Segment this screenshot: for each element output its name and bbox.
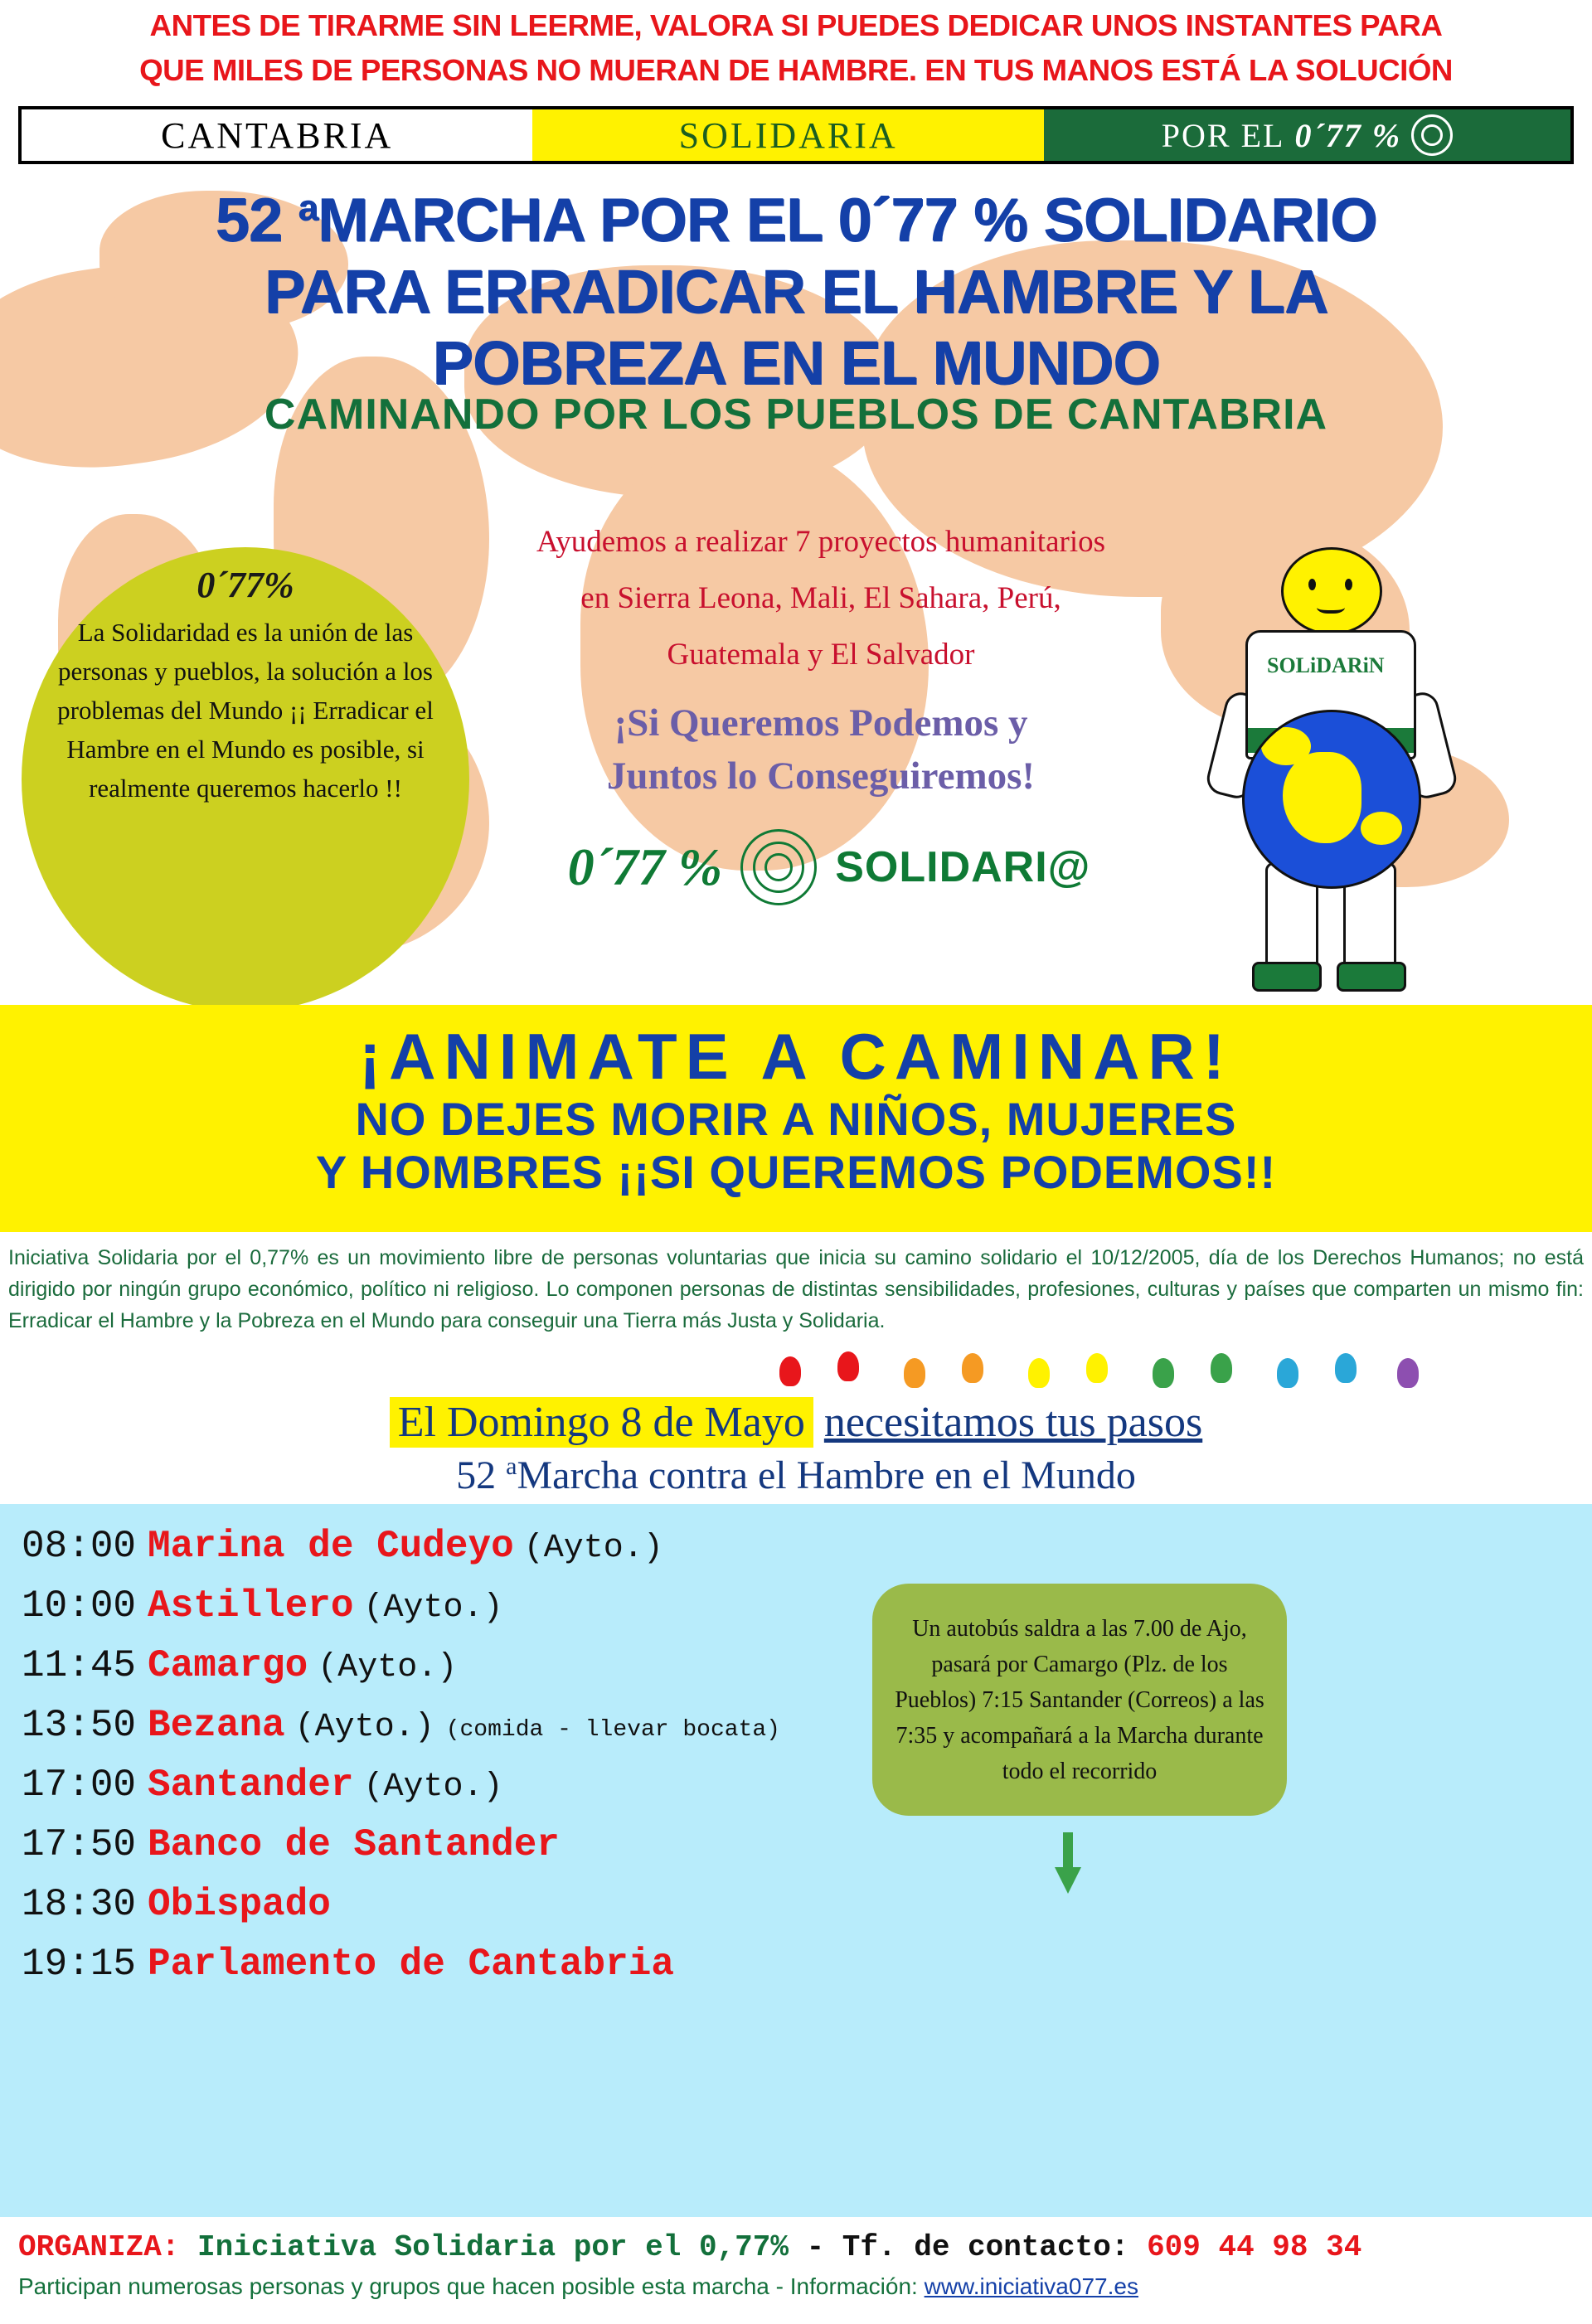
circle-text: La Solidaridad es la unión de las personas y pueblos, la solución a los problemas del Mundo ¡¡ Erradicar el Hambre en el Mundo es posible, si realmente queremos hacerlo !! (57, 618, 434, 803)
schedule-note: (Ayto.) (363, 1589, 503, 1627)
top-banner-line1: ANTES DE TIRARME SIN LEERME, VALORA SI PUEDES DEDICAR UNOS INSTANTES PARA (149, 8, 1443, 42)
schedule-time: 17:50 (22, 1823, 137, 1866)
footer-note-text: Participan numerosas personas y grupos que hacen posible esta marcha - Información: (18, 2273, 918, 2299)
phone-label: Tf. de contacto: (842, 2230, 1129, 2264)
solidarity-circle (22, 547, 469, 1012)
projects-line1: Ayudemos a realizar 7 proyectos humanitarios (536, 525, 1106, 559)
slogan-line2: Juntos lo Conseguiremos! (606, 754, 1036, 798)
schedule-note2 (684, 1956, 696, 1982)
schedule-row (22, 1519, 1592, 1579)
slogan-line1: ¡Si Queremos Podemos y (614, 701, 1028, 745)
schedule-place: Banco de Santander (148, 1823, 560, 1866)
schedule-row (22, 1698, 1592, 1758)
mandala-icon (740, 829, 817, 905)
schedule-row (22, 1937, 1592, 1997)
schedule-place: Obispado (148, 1883, 331, 1926)
cta-line1: ¡ANIMATE A CAMINAR! (359, 1020, 1233, 1093)
schedule-time: 11:45 (22, 1644, 137, 1687)
slogan-text (464, 696, 1177, 803)
call-to-action (0, 1005, 1592, 1232)
brand-bar-right (1044, 109, 1570, 161)
schedule-note: (Ayto.) (363, 1768, 503, 1806)
solidario-logo (415, 829, 1244, 905)
website-link[interactable]: www.iniciativa077.es (924, 2273, 1138, 2299)
schedule-place: Santander (148, 1764, 354, 1807)
schedule-note2: (comida - llevar bocata) (445, 1717, 780, 1743)
schedule-time: 13:50 (22, 1704, 137, 1747)
schedule-row (22, 1758, 1592, 1817)
schedule-place: Parlamento de Cantabria (148, 1943, 674, 1986)
schedule-note (560, 1828, 570, 1866)
brand-bar-center: SOLIDARIA (532, 109, 1043, 161)
brand-bar (18, 106, 1574, 164)
headline-line1 (0, 172, 1592, 256)
schedule-note: (Ayto.) (294, 1709, 434, 1746)
schedule-place: Camargo (148, 1644, 308, 1687)
schedule-row (22, 1638, 1592, 1698)
headline-number: 52 (215, 185, 298, 255)
page-title (0, 172, 1592, 399)
headline-line2: PARA ERRADICAR EL HAMBRE Y LA (264, 256, 1328, 326)
march-number: 52 (456, 1453, 507, 1497)
footer-note (18, 2273, 1585, 2300)
solidario-word: SOLIDARI@ (835, 843, 1091, 891)
top-banner-line2: QUE MILES DE PERSONAS NO MUERAN DE HAMBRE. EN TUS MANOS ESTÁ LA SOLUCIÓN (139, 53, 1453, 87)
organiza-value: Iniciativa Solidaria por el 0,77% (197, 2230, 789, 2264)
schedule-note (331, 1888, 341, 1925)
footer-dash: - (806, 2230, 825, 2264)
schedule-row (22, 1817, 1592, 1877)
headline-line3: POBREZA EN EL MUNDO (432, 327, 1160, 397)
schedule-time: 18:30 (22, 1883, 137, 1926)
headline-subtitle: CAMINANDO POR LOS PUEBLOS DE CANTABRIA (264, 391, 1328, 439)
globe-icon (1242, 710, 1421, 889)
headline-line1-text: MARCHA POR EL 0´77 % SOLIDARIO (317, 185, 1377, 255)
footer-organizer (18, 2230, 1585, 2264)
schedule-time: 19:15 (22, 1943, 137, 1986)
schedule-note (674, 1948, 684, 1985)
schedule-time: 17:00 (22, 1764, 137, 1807)
march-title: Marcha contra el Hambre en el Mundo (517, 1453, 1136, 1497)
schedule-note2 (503, 1777, 515, 1802)
walker-shirt-text: SOLiDARiN (1267, 653, 1385, 677)
schedule-place: Marina de Cudeyo (148, 1525, 514, 1568)
date-highlight: El Domingo 8 de Mayo (390, 1397, 813, 1448)
projects-text (464, 514, 1177, 683)
schedule-note: (Ayto.) (523, 1530, 663, 1567)
projects-line3: Guatemala y El Salvador (667, 638, 975, 672)
solidario-percent: 0´77 % (567, 837, 723, 896)
walker-illustration (1194, 547, 1492, 1012)
schedule-panel (0, 1504, 1592, 2217)
brand-bar-right-label: POR EL (1161, 116, 1285, 154)
headline-sup: a (298, 187, 318, 228)
schedule-time: 10:00 (22, 1584, 137, 1628)
top-banner (0, 0, 1592, 98)
schedule-place: Astillero (148, 1584, 354, 1628)
schedule-note2 (570, 1836, 581, 1862)
projects-line2: en Sierra Leona, Mali, El Sahara, Perú, (580, 581, 1061, 615)
mandala-icon (1411, 114, 1453, 156)
schedule-row (22, 1579, 1592, 1638)
schedule-note2 (663, 1538, 675, 1564)
bus-note-text: Un autobús saldra a las 7.00 de Ajo, pasará por Camargo (Plz. de los Pueblos) 7:15 Santander (Correos) a las 7:35 y acompañará a la Marcha durante todo el recorrido (895, 1615, 1264, 1784)
schedule-note2 (341, 1896, 352, 1922)
footprints-decoration (779, 1351, 1443, 1393)
brand-bar-right-pct: 0´77 % (1294, 116, 1402, 154)
about-paragraph: Iniciativa Solidaria por el 0,77% es un movimiento libre de personas voluntarias que inicia su camino solidario el 10/12/2005, día de los Derechos Humanos; no está dirigido por ningún grupo económico, político ni religioso. Lo componen personas de distintas sensibilidades, profesiones, culturas y países que comparten un mismo fin: Erradicar el Hambre y la Pobreza en el Mundo para conseguir una Tierra más Justa y Solidaria. (8, 1246, 1584, 1332)
phone-number: 609 44 98 34 (1147, 2230, 1362, 2264)
schedule-time: 08:00 (22, 1525, 137, 1568)
march-name (0, 1453, 1592, 1498)
bus-note (872, 1584, 1287, 1816)
circle-percent: 0´77% (197, 565, 294, 605)
schedule-note: (Ayto.) (318, 1649, 458, 1686)
date-line (0, 1398, 1592, 1447)
cta-line3: Y HOMBRES ¡¡SI QUEREMOS PODEMOS!! (315, 1146, 1277, 1198)
schedule-list (0, 1504, 1592, 1997)
organiza-label: ORGANIZA: (18, 2230, 180, 2264)
date-rest: necesitamos tus pasos (823, 1399, 1203, 1446)
schedule-note2 (457, 1657, 468, 1683)
schedule-row (22, 1877, 1592, 1937)
walker-head-icon (1281, 547, 1382, 635)
schedule-place: Bezana (148, 1704, 285, 1747)
brand-bar-left: CANTABRIA (22, 109, 532, 161)
march-sup: a (506, 1453, 517, 1480)
schedule-note2 (503, 1598, 515, 1623)
cta-line2: NO DEJES MORIR A NIÑOS, MUJERES (355, 1093, 1237, 1145)
